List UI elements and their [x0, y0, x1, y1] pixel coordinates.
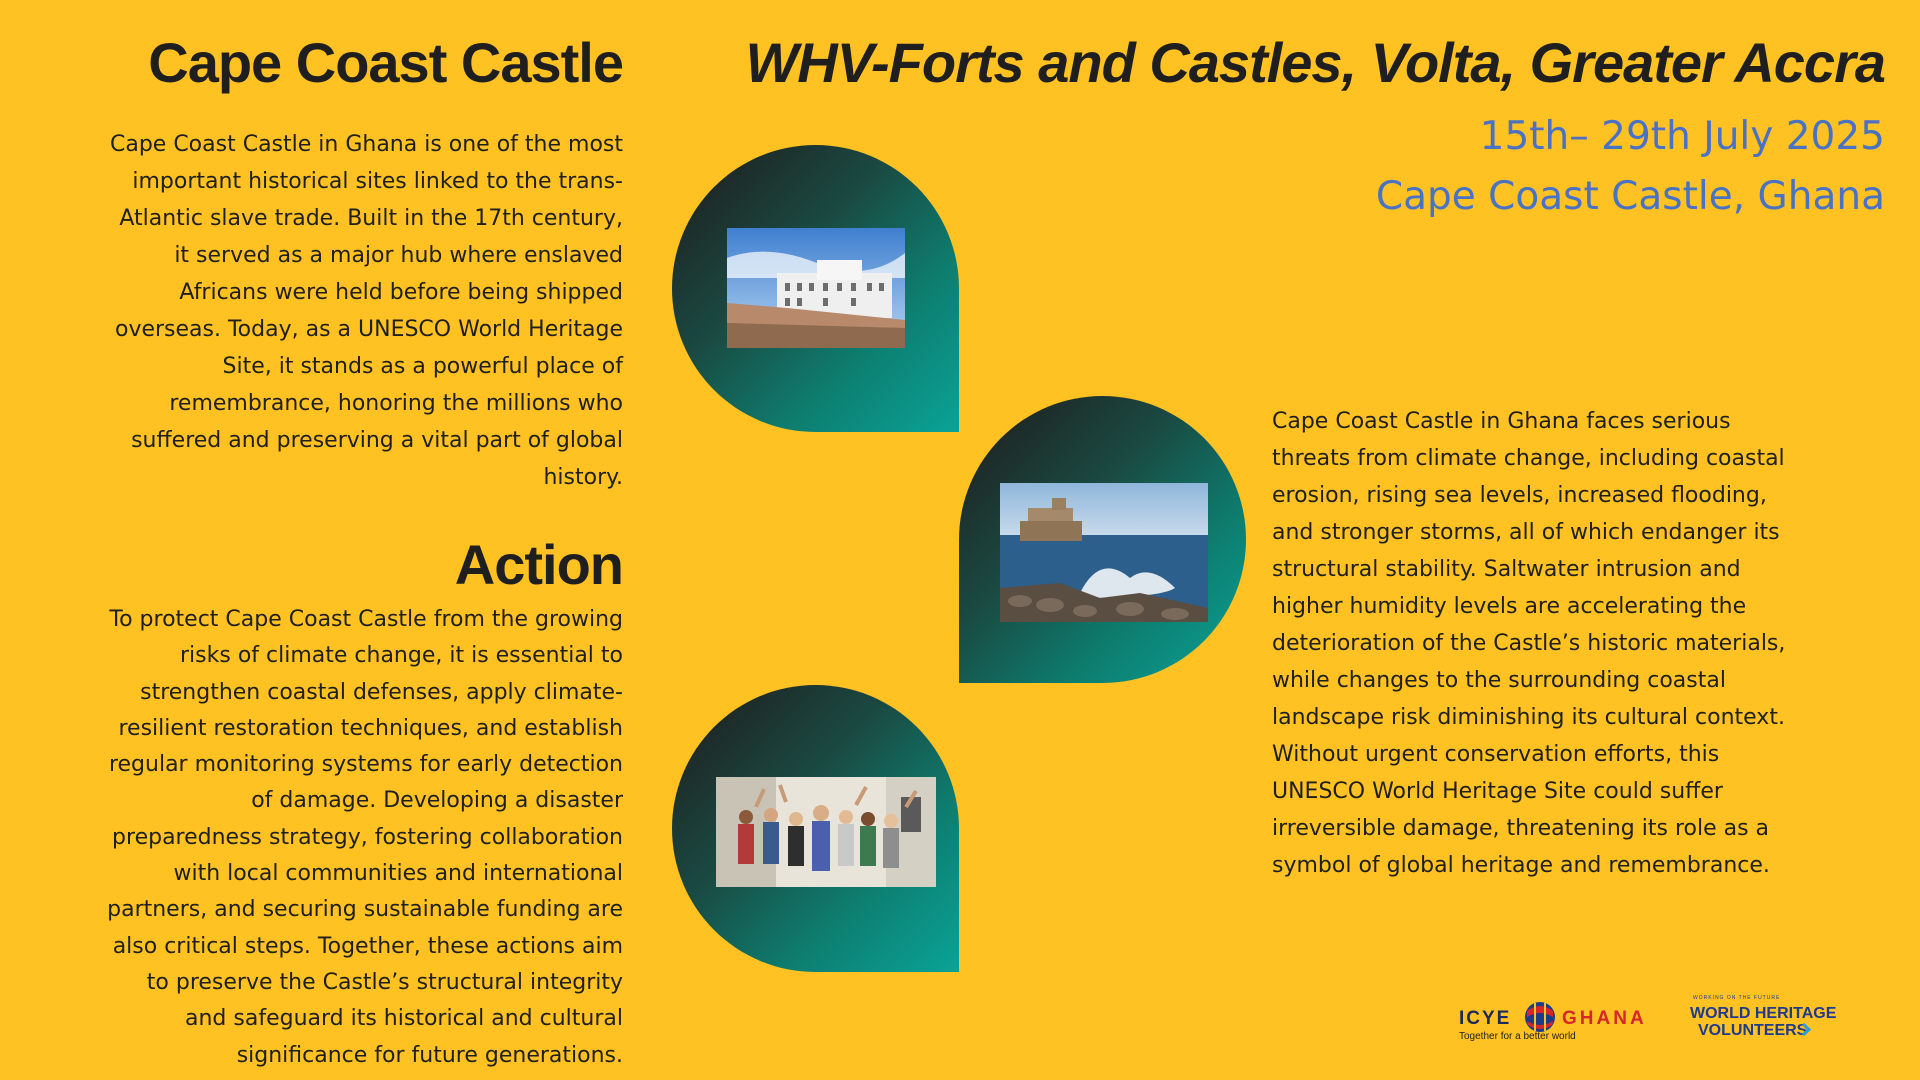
page-title: Cape Coast Castle: [148, 31, 623, 94]
action-paragraph: To protect Cape Coast Castle from the growing risks of climate change, it is essential to strengthen coastal defenses, apply climate-resilient restoration techniques, and establish regular monitoring systems for early detection of damage. Developing a disaster preparedness strategy, fostering collaboration with local communities and international partners, and securing sustainable funding are also critical steps. Together, these actions aim to preserve the Castle’s structural integrity and safeguard its historical and cultural significance for future generations.: [107, 607, 623, 1068]
icye-ghana-logo: [1455, 995, 1660, 1045]
globe-icon: [1525, 1002, 1555, 1032]
whv-line2: VOLUNTEERS: [1698, 1022, 1808, 1039]
program-dates: 15th– 29th July 2025: [1479, 114, 1885, 159]
intro-paragraph: Cape Coast Castle in Ghana is one of the most important historical sites linked to the trans-Atlantic slave trade. Built in the 17th century, it served as a major hub where enslaved Africans were held before being shipped overseas. Today, as a UNESCO World Heritage Site, it stands as a powerful place of remembrance, honoring the millions who suffered and preserving a vital part of global history.: [109, 132, 623, 490]
castle-photo: [727, 228, 905, 348]
icye-tagline: Together for a better world: [1459, 1031, 1576, 1042]
icye-left-text: ICYE: [1459, 1008, 1512, 1029]
program-title: WHV-Forts and Castles, Volta, Greater Accra: [745, 31, 1885, 94]
whv-small-text: WORKING ON THE FUTURE: [1693, 995, 1781, 1001]
threats-paragraph: Cape Coast Castle in Ghana faces serious threats from climate change, including coastal erosion, rising sea levels, increased flooding, and stronger storms, all of which endanger its structural stability. Saltwater intrusion and higher humidity levels are accelerating the deterioration of the Castle’s historic materials, while changes to the surrounding coastal landscape risk diminishing its cultural context. Without urgent conservation efforts, this UNESCO World Heritage Site could suffer irreversible damage, threatening its role as a symbol of global heritage and remembrance.: [1272, 409, 1786, 878]
whv-line1: WORLD HERITAGE: [1690, 1005, 1837, 1022]
sea-fortress-photo: [1000, 483, 1208, 622]
program-location: Cape Coast Castle, Ghana: [1375, 174, 1885, 219]
action-heading: Action: [454, 533, 623, 596]
world-heritage-volunteers-logo: [1690, 993, 1850, 1043]
volunteers-group-photo: [716, 777, 936, 887]
icye-right-text: GHANA: [1562, 1008, 1647, 1029]
